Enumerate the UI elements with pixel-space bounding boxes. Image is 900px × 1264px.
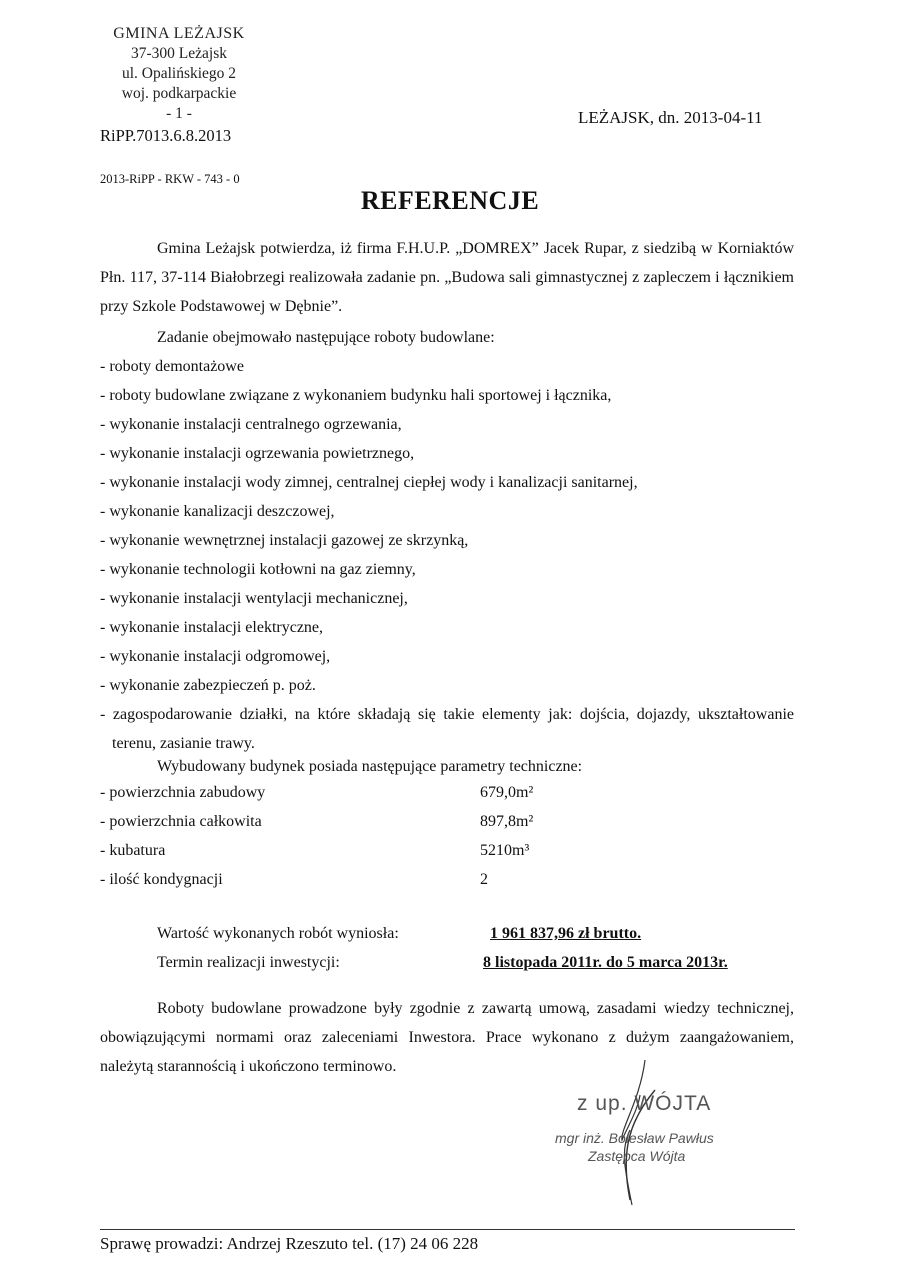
params-intro: Wybudowany budynek posiada następujące parametry techniczne: [157,758,583,775]
municipality-stamp [90,24,268,124]
list-item: - wykonanie instalacji odgromowej, [100,648,331,665]
params-table [100,784,700,900]
place-date: LEŻAJSK, dn. 2013-04-11 [578,108,763,127]
param-value: 5210m³ [480,842,530,859]
list-item: - wykonanie instalacji ogrzewania powietrznego, [100,445,415,462]
list-item: - wykonanie zabezpieczeń p. poż. [100,677,316,694]
stamp-postal: 37-300 Leżajsk [131,45,227,62]
signature-authorization: z up. WÓJTA [577,1092,712,1115]
list-item: - roboty demontażowe [100,358,244,375]
param-value: 897,8m² [480,813,534,830]
param-row [100,871,700,900]
signature-block [555,1060,800,1210]
signature-person: mgr inż. Bolesław Pawłus [555,1130,714,1146]
param-label: - powierzchnia zabudowy [100,784,266,801]
value-label: Wartość wykonanych robót wyniosła: [157,925,399,942]
stamp-street: ul. Opalińskiego 2 [121,65,237,82]
param-value: 2 [480,871,488,888]
list-item: - wykonanie instalacji elektryczne, [100,619,324,636]
param-row [100,784,700,813]
list-item: - wykonanie wewnętrznej instalacji gazowej ze skrzynką, [100,532,469,549]
param-label: - kubatura [100,842,166,859]
list-item: - wykonanie instalacji wody zimnej, centralnej ciepłej wody i kanalizacji sanitarnej, [100,474,638,491]
registry-code: 2013-RiPP - RKW - 743 - 0 [100,172,240,186]
document-title: REFERENCJE [360,186,540,215]
term-value: 8 listopada 2011r. do 5 marca 2013r. [483,954,728,971]
list-item: - wykonanie technologii kotłowni na gaz ziemny, [100,561,416,578]
value-amount: 1 961 837,96 zł brutto. [490,925,642,942]
reference-number: RiPP.7013.6.8.2013 [100,126,232,145]
stamp-voivodeship: woj. podkarpackie [121,85,237,102]
list-item: - wykonanie instalacji wentylacji mechanicznej, [100,590,408,607]
term-label: Termin realizacji inwestycji: [157,954,340,971]
list-item: - wykonanie instalacji centralnego ogrzewania, [100,416,402,433]
works-intro: Zadanie obejmowało następujące roboty budowlane: [157,329,495,346]
param-row [100,813,700,842]
param-label: - ilość kondygnacji [100,871,223,888]
signature-role: Zastępca Wójta [588,1148,686,1164]
param-row [100,842,700,871]
footer-contact: Sprawę prowadzi: Andrzej Rzeszuto tel. (17) 24 06 228 [100,1234,479,1253]
list-item: - roboty budowlane związane z wykonaniem budynku hali sportowej i łącznika, [100,387,612,404]
list-item: - zagospodarowanie działki, na które składają się takie elementy jak: dojścia, dojazdy, ukształtowanie terenu, zasianie trawy. [100,706,794,752]
list-item: - wykonanie kanalizacji deszczowej, [100,503,335,520]
footer-divider [100,1229,795,1230]
stamp-name: GMINA LEŻAJSK [113,25,245,42]
works-list [100,323,794,758]
stamp-number: - 1 - [166,105,192,122]
param-label: - powierzchnia całkowita [100,813,262,830]
intro-paragraph: Gmina Leżajsk potwierdza, iż firma F.H.U.P. „DOMREX” Jacek Rupar, z siedzibą w Korniaktów Płn. 117, 37-114 Białobrzegi realizowała zadanie pn. „Budowa sali gimnastycznej z zapleczem i łącznikiem przy Szkole Podstawowej w Dębnie”. [100,240,794,315]
param-value: 679,0m² [480,784,534,801]
closing-paragraph: Roboty budowlane prowadzone były zgodnie z zawartą umową, zasadami wiedzy technicznej, obowiązującymi normami oraz zaleceniami Inwestora. Prace wykonano z dużym zaangażowaniem, należytą starannością i ukończono terminowo. [100,1000,794,1075]
